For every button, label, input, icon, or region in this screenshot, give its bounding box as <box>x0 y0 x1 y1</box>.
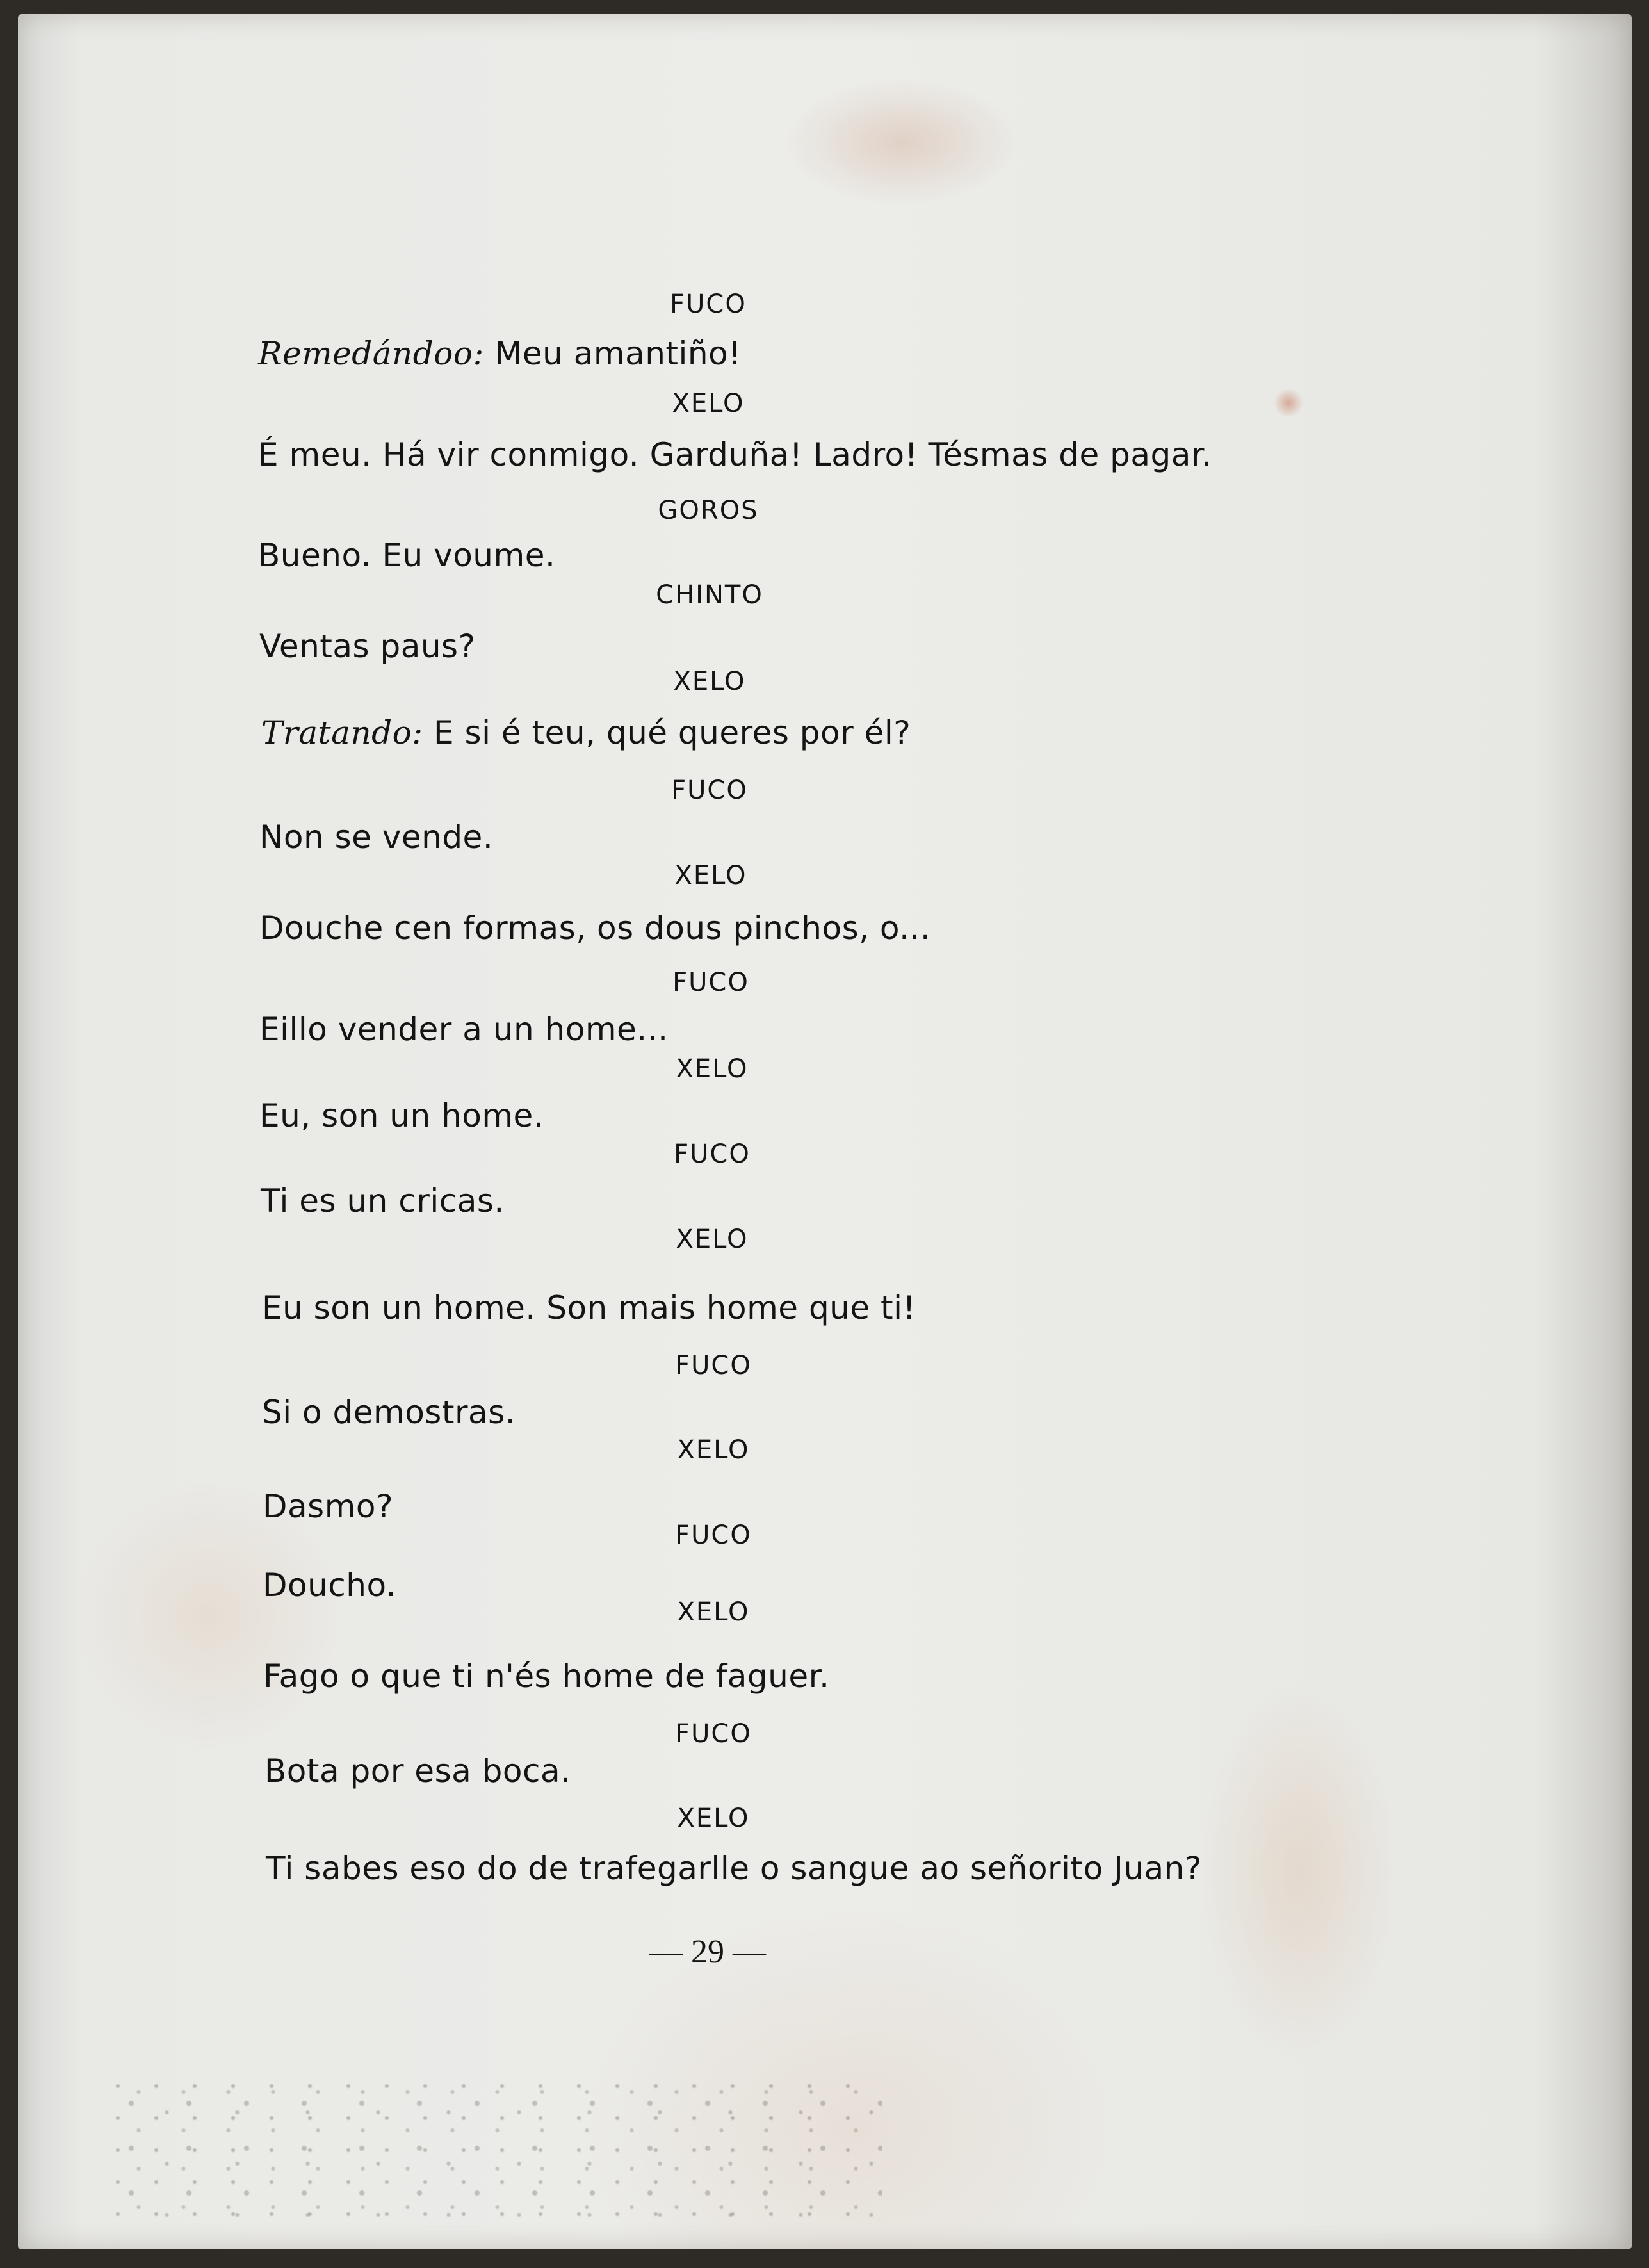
speech-text: Dasmo? <box>263 1488 394 1525</box>
speech-line <box>263 1567 397 1604</box>
speech-line <box>263 1658 830 1695</box>
speech-line <box>261 714 911 751</box>
speech-line <box>259 819 494 856</box>
speech-text: Non se vende. <box>259 819 494 856</box>
speech-text: Bota por esa boca. <box>264 1752 571 1790</box>
speech-line <box>262 1289 916 1326</box>
speech-line <box>259 1011 669 1048</box>
speaker-name: FUCO <box>671 776 748 805</box>
speech-line <box>266 1850 1202 1887</box>
stage-direction: Remedándoo: <box>258 335 484 372</box>
speaker-name: CHINTO <box>656 580 763 610</box>
speaker-name: XELO <box>672 389 745 418</box>
speech-line <box>258 436 1212 473</box>
speaker-name: FUCO <box>672 968 749 997</box>
speaker-name: XELO <box>677 1804 750 1833</box>
speech-line <box>259 628 476 665</box>
speaker-name: FUCO <box>670 290 747 319</box>
book-page <box>18 14 1632 2249</box>
speech-line <box>263 1488 394 1525</box>
speech-text: Eillo vender a un home... <box>259 1011 669 1048</box>
speech-text: Eu son un home. Son mais home que ti! <box>262 1289 916 1326</box>
speech-text: Fago o que ti n'és home de faguer. <box>263 1658 830 1695</box>
speech-line <box>264 1752 571 1790</box>
speaker-name: FUCO <box>675 1719 752 1749</box>
speaker-name: FUCO <box>675 1521 752 1550</box>
speech-text: Ti sabes eso do de trafegarlle o sangue ao señorito Juan? <box>266 1850 1202 1887</box>
speech-line <box>259 910 931 947</box>
speaker-name: GOROS <box>658 496 759 525</box>
page-foxing <box>114 2076 882 2224</box>
speech-text: Doucho. <box>263 1567 397 1604</box>
speaker-name: XELO <box>677 1435 750 1465</box>
page-stain <box>1273 389 1304 417</box>
stage-direction: Tratando: <box>261 714 423 751</box>
speaker-name: XELO <box>674 861 747 890</box>
speech-text: Si o demostras. <box>262 1394 516 1431</box>
speaker-name: FUCO <box>675 1351 752 1380</box>
speech-line <box>259 1097 544 1134</box>
speaker-name: XELO <box>677 1597 750 1627</box>
speech-text: Douche cen formas, os dous pinchos, o... <box>259 910 931 947</box>
speech-text: Ti es un cricas. <box>261 1182 505 1220</box>
speech-line <box>262 1394 516 1431</box>
page-number: — 29 — <box>649 1934 766 1970</box>
speech-text: É meu. Há vir conmigo. Garduña! Ladro! Tésmas de pagar. <box>258 436 1212 473</box>
speech-text: Bueno. Eu voume. <box>258 537 556 574</box>
speaker-name: XELO <box>676 1225 749 1254</box>
speech-text: E si é teu, qué queres por él? <box>434 714 911 751</box>
speech-line <box>258 537 556 574</box>
speech-line <box>258 335 742 372</box>
speech-text: Ventas paus? <box>259 628 476 665</box>
speech-line <box>261 1182 505 1220</box>
speaker-name: XELO <box>673 667 746 696</box>
speaker-name: FUCO <box>674 1139 751 1169</box>
speech-text: Meu amantiño! <box>494 335 742 372</box>
speech-text: Eu, son un home. <box>259 1097 544 1134</box>
speaker-name: XELO <box>676 1054 749 1084</box>
